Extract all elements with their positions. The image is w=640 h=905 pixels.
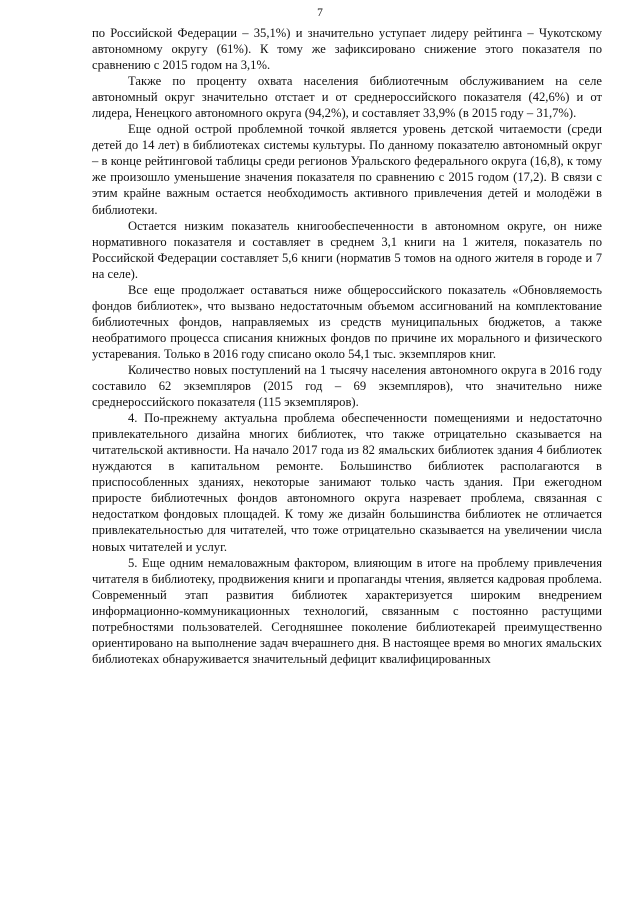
page-number: 7 — [317, 7, 323, 19]
paragraph-continuation: по Российской Федерации – 35,1%) и значительно уступает лидеру рейтинга – Чукотскому автономному округу (61%). К тому же зафиксировано снижение этого показателя по сравнению с 2015 годом на 3,1%. — [92, 26, 602, 73]
paragraph-book-supply: Остается низким показатель книгообеспеченности в автономном округе, он ниже нормативного показателя и составляет в среднем 3,1 книги на 1 жителя, показатель по Российской Федерации составляет 5,6 книги (норматив 5 томов на одного жителя в городе и 7 на селе). — [92, 218, 602, 281]
paragraph-premises-problem: 4. По-прежнему актуальна проблема обеспеченности помещениями и недостаточно привлекательного дизайна многих библиотек, что также отрицательно сказывается на читательской активности. На начало 2017 года из 82 ямальских библиотек здания 4 библиотек нуждаются в капитальном ремонте. Большинство библиотек располагаются в приспособленных зданиях, некоторые занимают только часть здания. При ежегодном приросте библиотечных фондов автономного округа назревает проблема, связанная с недостатком фондовых площадей. К тому же дизайн большинства библиотек не отличается привлекательностью для читателей, что тоже отрицательно сказывается на увеличении числа новых читателей и услуг. — [92, 411, 602, 554]
paragraph-rural-coverage: Также по проценту охвата населения библиотечным обслуживанием на селе автономный округ значительно отстает и от среднероссийского показателя (42,6%) и от лидера, Ненецкого автономного округа (94,2%), и составляет 33,9% (в 2015 году – 31,7%). — [92, 74, 602, 121]
paragraph-fund-renewal: Все еще продолжает оставаться ниже общероссийского показатель «Обновляемость фондов библиотек», что вызвано недостаточным объемом ассигнований на комплектование библиотечных фондов, направляемых из средств муниципальных бюджетов, а также необратимого процесса списания книжных фондов по причине их морального и физического устаревания. Только в 2016 году списано около 54,1 тыс. экземпляров книг. — [92, 282, 602, 361]
paragraph-new-acquisitions: Количество новых поступлений на 1 тысячу населения автономного округа в 2016 году составило 62 экземпляров (2015 год – 69 экземпляров), что значительно ниже среднероссийского показателя (115 экземпляров). — [92, 362, 602, 410]
paragraph-child-reading: Еще одной острой проблемной точкой является уровень детской читаемости (среди детей до 14 лет) в библиотеках системы культуры. По данному показателю автономный округ – в конце рейтинговой таблицы среди регионов Уральского федерального округа (16,8), к тому же произошло уменьшение значения показателя по сравнению с 2015 годом (17,2). В связи с этим крайне важным остается необходимость активного привлечения детей и молодёжи в библиотеки. — [92, 122, 602, 217]
document-body — [92, 25, 602, 667]
paragraph-staffing-problem: 5. Еще одним немаловажным фактором, влияющим в итоге на проблему привлечения читателя в библиотеку, продвижения книги и пропаганды чтения, является кадровая проблема. Современный этап развития библиотек характеризуется широким внедрением информационно-коммуникационных технологий, связанным с постоянно растущими потребностями пользователей. Сегодняшнее поколение библиотекарей преимущественно ориентировано на выполнение задач вчерашнего дня. В настоящее время во многих ямальских библиотеках обнаруживается значительный дефицит квалифицированных — [92, 555, 602, 666]
